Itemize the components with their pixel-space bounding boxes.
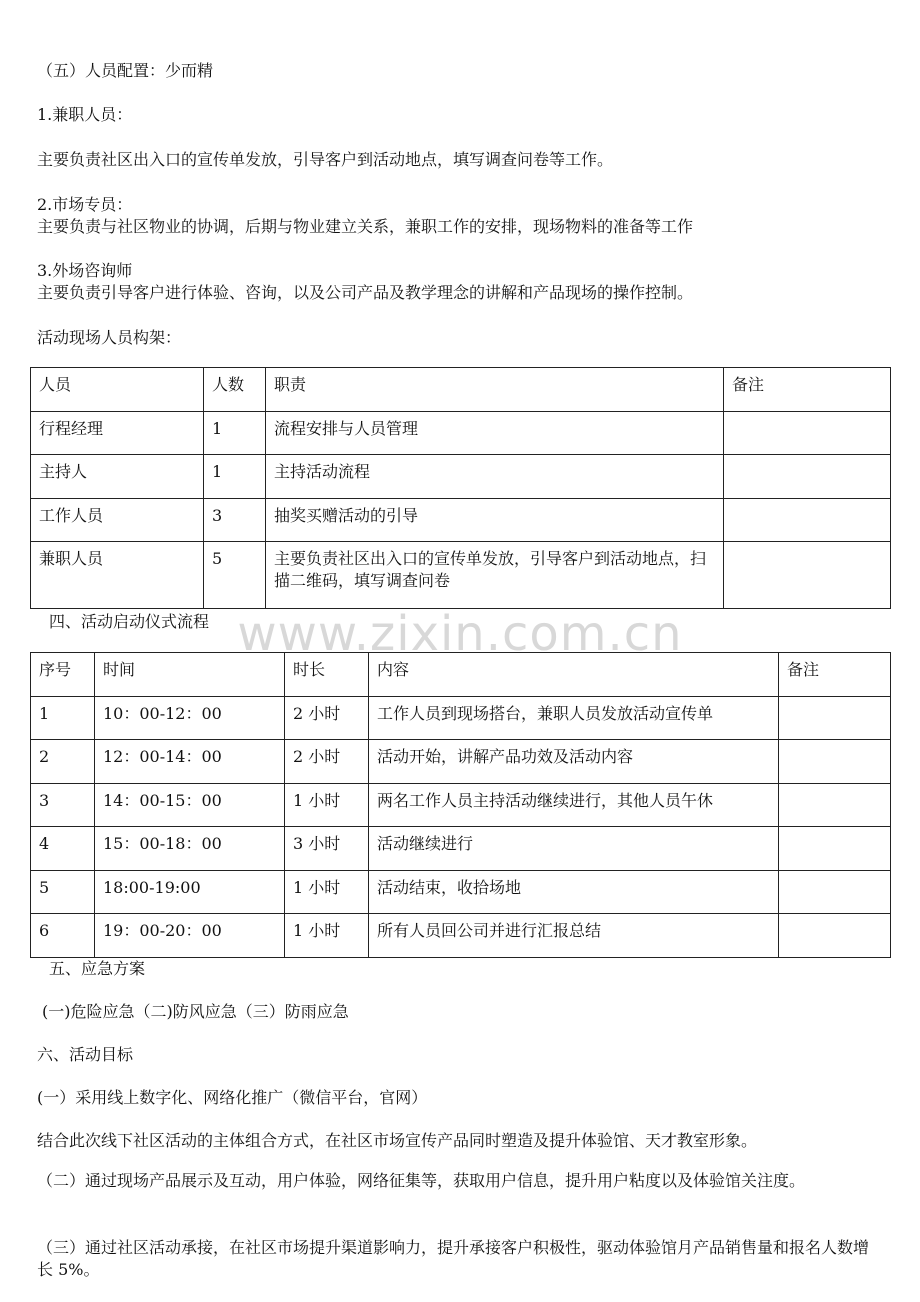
table-row (31, 871, 891, 914)
table-cell: 18:00-19:00 (95, 871, 285, 914)
table-cell (724, 542, 891, 609)
table-header-row (31, 653, 891, 697)
goal-2: （二）通过现场产品展示及互动，用户体验，网络征集等，获取用户信息，提升用户粘度以及体验馆关注度。 (37, 1171, 806, 1190)
table-cell: 1 小时 (285, 871, 369, 914)
role-desc-consultant: 主要负责引导客户进行体验、咨询，以及公司产品及教学理念的讲解和产品现场的操作控制。 (37, 283, 694, 302)
table-cell: 3 小时 (285, 827, 369, 871)
role-title-parttime: 1.兼职人员： (37, 105, 133, 124)
table-cell: 主持活动流程 (266, 455, 724, 499)
table-cell: 1 小时 (285, 784, 369, 827)
section-heading-ceremony: 四、活动启动仪式流程 (49, 612, 210, 631)
table-cell: 2 (31, 740, 95, 784)
table-cell: 5 (204, 542, 266, 609)
table-cell: 1 小时 (285, 914, 369, 958)
table-cell: 6 (31, 914, 95, 958)
table-row (31, 740, 891, 784)
table-cell (779, 784, 891, 827)
table-cell: 活动继续进行 (369, 827, 779, 871)
watermark: www.zixin.com.cn (237, 606, 683, 662)
table-cell: 14：00-15：00 (95, 784, 285, 827)
table-cell (724, 499, 891, 542)
table-cell: 工作人员到现场搭台，兼职人员发放活动宣传单 (369, 697, 779, 740)
table-row (31, 412, 891, 455)
section-heading-goals: 六、活动目标 (37, 1045, 134, 1064)
header-cell: 职责 (266, 368, 724, 412)
table-cell: 2 小时 (285, 697, 369, 740)
goal-3: （三）通过社区活动承接，在社区市场提升渠道影响力，提升承接客户积极性，驱动体验馆月产品销售量和报名人数增长 5%。 (37, 1238, 870, 1279)
header-cell: 时长 (285, 653, 369, 697)
table-cell: 2 小时 (285, 740, 369, 784)
table-cell: 两名工作人员主持活动继续进行，其他人员午休 (369, 784, 779, 827)
staff-table (30, 367, 891, 609)
table-cell: 12：00-14：00 (95, 740, 285, 784)
header-cell: 人数 (204, 368, 266, 412)
table-cell: 流程安排与人员管理 (266, 412, 724, 455)
table-row (31, 542, 891, 609)
header-cell: 人员 (31, 368, 204, 412)
table-cell: 4 (31, 827, 95, 871)
table-cell: 19：00-20：00 (95, 914, 285, 958)
table-header-row (31, 368, 891, 412)
table-cell (779, 697, 891, 740)
role-desc-parttime: 主要负责社区出入口的宣传单发放，引导客户到活动地点，填写调查问卷等工作。 (37, 150, 614, 169)
table-cell: 所有人员回公司并进行汇报总结 (369, 914, 779, 958)
table-cell: 3 (204, 499, 266, 542)
header-cell: 序号 (31, 653, 95, 697)
role-title-marketing: 2.市场专员： (37, 195, 133, 214)
table-cell: 主持人 (31, 455, 204, 499)
table-cell (779, 827, 891, 871)
role-title-consultant: 3.外场咨询师 (37, 261, 133, 280)
staff-structure-heading: 活动现场人员构架： (37, 328, 182, 347)
table-cell (724, 412, 891, 455)
header-cell: 备注 (724, 368, 891, 412)
table-cell: 抽奖买赠活动的引导 (266, 499, 724, 542)
flow-table (30, 652, 891, 958)
table-row (31, 697, 891, 740)
table-row (31, 914, 891, 958)
table-cell: 5 (31, 871, 95, 914)
table-cell: 3 (31, 784, 95, 827)
role-desc-marketing: 主要负责与社区物业的协调，后期与物业建立关系，兼职工作的安排，现场物料的准备等工作 (37, 217, 694, 236)
header-cell: 时间 (95, 653, 285, 697)
emergency-plans: (一)危险应急（二)防风应急（三）防雨应急 (42, 1002, 349, 1021)
header-cell: 内容 (369, 653, 779, 697)
header-cell: 备注 (779, 653, 891, 697)
table-cell (779, 871, 891, 914)
table-cell (779, 914, 891, 958)
section-heading-emergency: 五、应急方案 (49, 959, 146, 978)
goal-1-title: (一）采用线上数字化、网络化推广（微信平台，官网） (37, 1088, 428, 1107)
table-cell: 工作人员 (31, 499, 204, 542)
table-cell: 1 (204, 455, 266, 499)
table-row (31, 784, 891, 827)
table-cell: 行程经理 (31, 412, 204, 455)
table-cell: 1 (204, 412, 266, 455)
table-cell: 15：00-18：00 (95, 827, 285, 871)
table-row (31, 827, 891, 871)
goal-1-desc: 结合此次线下社区活动的主体组合方式，在社区市场宣传产品同时塑造及提升体验馆、天才教室形象。 (37, 1131, 758, 1150)
table-cell: 主要负责社区出入口的宣传单发放，引导客户到活动地点，扫描二维码，填写调查问卷 (266, 542, 724, 609)
table-cell (724, 455, 891, 499)
table-cell: 兼职人员 (31, 542, 204, 609)
table-cell: 10：00-12：00 (95, 697, 285, 740)
table-cell (779, 740, 891, 784)
table-cell: 活动结束，收拾场地 (369, 871, 779, 914)
section-heading-staffing: （五）人员配置：少而精 (37, 61, 214, 80)
table-row (31, 455, 891, 499)
table-cell: 1 (31, 697, 95, 740)
table-cell: 活动开始，讲解产品功效及活动内容 (369, 740, 779, 784)
table-row (31, 499, 891, 542)
